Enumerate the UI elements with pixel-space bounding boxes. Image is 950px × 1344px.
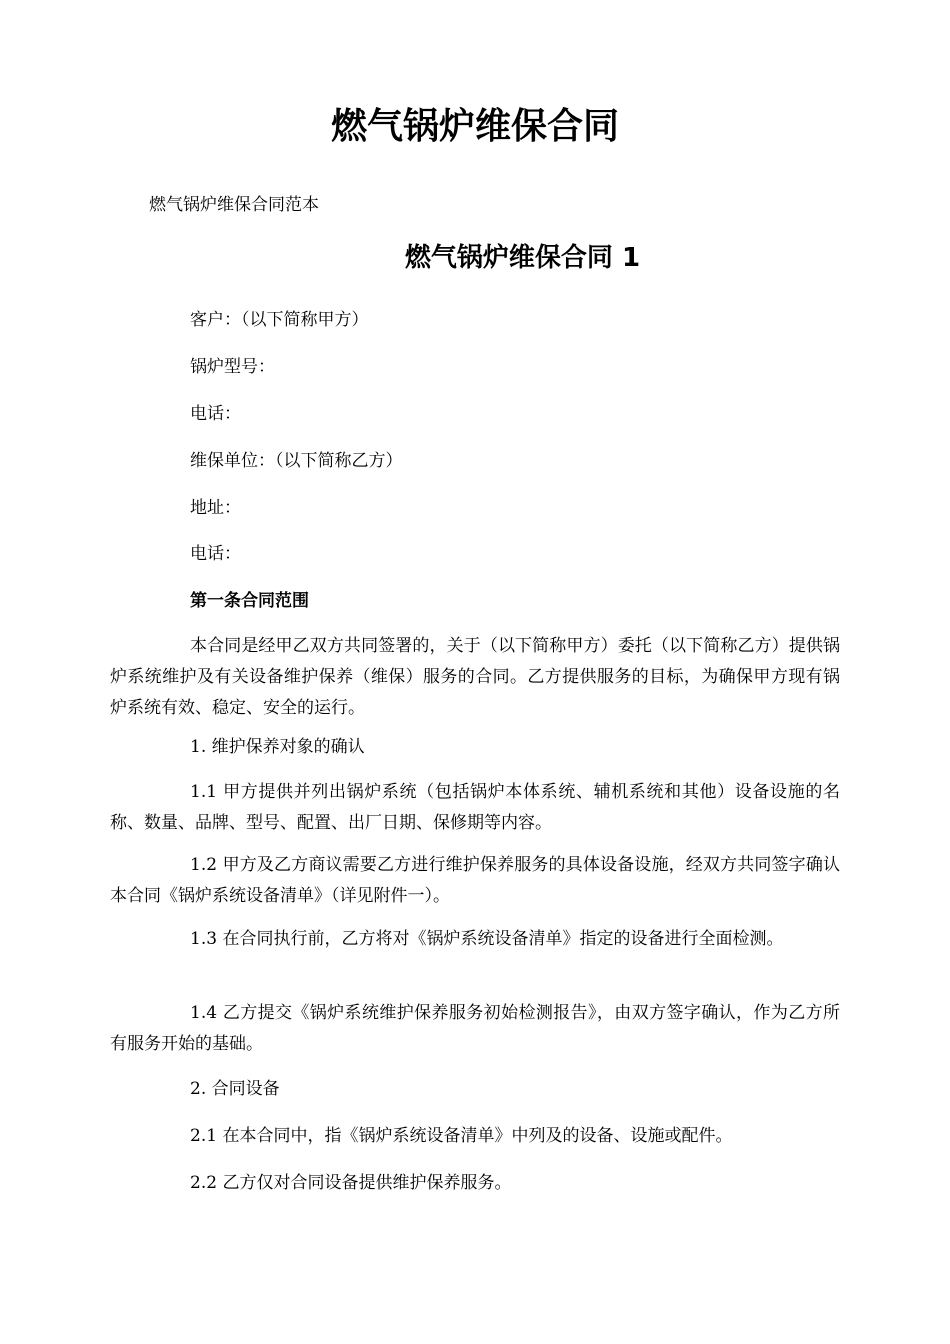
paragraph-item-1-3: 1.3 在合同执行前，乙方将对《锅炉系统设备清单》指定的设备进行全面检测。 [190,929,784,949]
paragraph-item-2-2: 2.2 乙方仅对合同设备提供维护保养服务。 [190,1173,512,1193]
section-1-title: 第一条合同范围 [190,591,309,611]
field-maintenance-unit: 维保单位：（以下简称乙方） [190,451,403,471]
contract-heading: 燃气锅炉维保合同 1 [404,243,641,273]
field-client: 客户：（以下简称甲方） [190,310,369,330]
field-address: 地址： [190,498,241,518]
paragraph-item-1-4: 1.4 乙方提交《锅炉系统维护保养服务初始检测报告》，由双方签字确认，作为乙方所有服务开始的基础。 [110,1003,840,1054]
paragraph-item-1-2: 1.2 甲方及乙方商议需要乙方进行维护保养服务的具体设备设施，经双方共同签字确认本合同《锅炉系统设备清单》（详见附件一）。 [110,855,840,906]
field-client-phone: 电话： [190,404,241,424]
document-subtitle: 燃气锅炉维保合同范本 [149,195,319,215]
paragraph-intro: 本合同是经甲乙双方共同签署的，关于（以下简称甲方）委托（以下简称乙方）提供锅炉系统维护及有关设备维护保养（维保）服务的合同。乙方提供服务的目标，为确保甲方现有锅炉系统有效、稳定、安全的运行。 [110,636,840,718]
paragraph-item-1: 1. 维护保养对象的确认 [190,737,365,757]
paragraph-item-2-1: 2.1 在本合同中，指《锅炉系统设备清单》中列及的设备、设施或配件。 [190,1126,733,1146]
field-boiler-model: 锅炉型号： [190,357,275,377]
paragraph-item-2: 2. 合同设备 [190,1079,280,1099]
paragraph-item-1-1: 1.1 甲方提供并列出锅炉系统（包括锅炉本体系统、辅机系统和其他）设备设施的名称、数量、品牌、型号、配置、出厂日期、保修期等内容。 [110,782,840,833]
field-unit-phone: 电话： [190,544,241,564]
document-title: 燃气锅炉维保合同 [330,106,619,147]
